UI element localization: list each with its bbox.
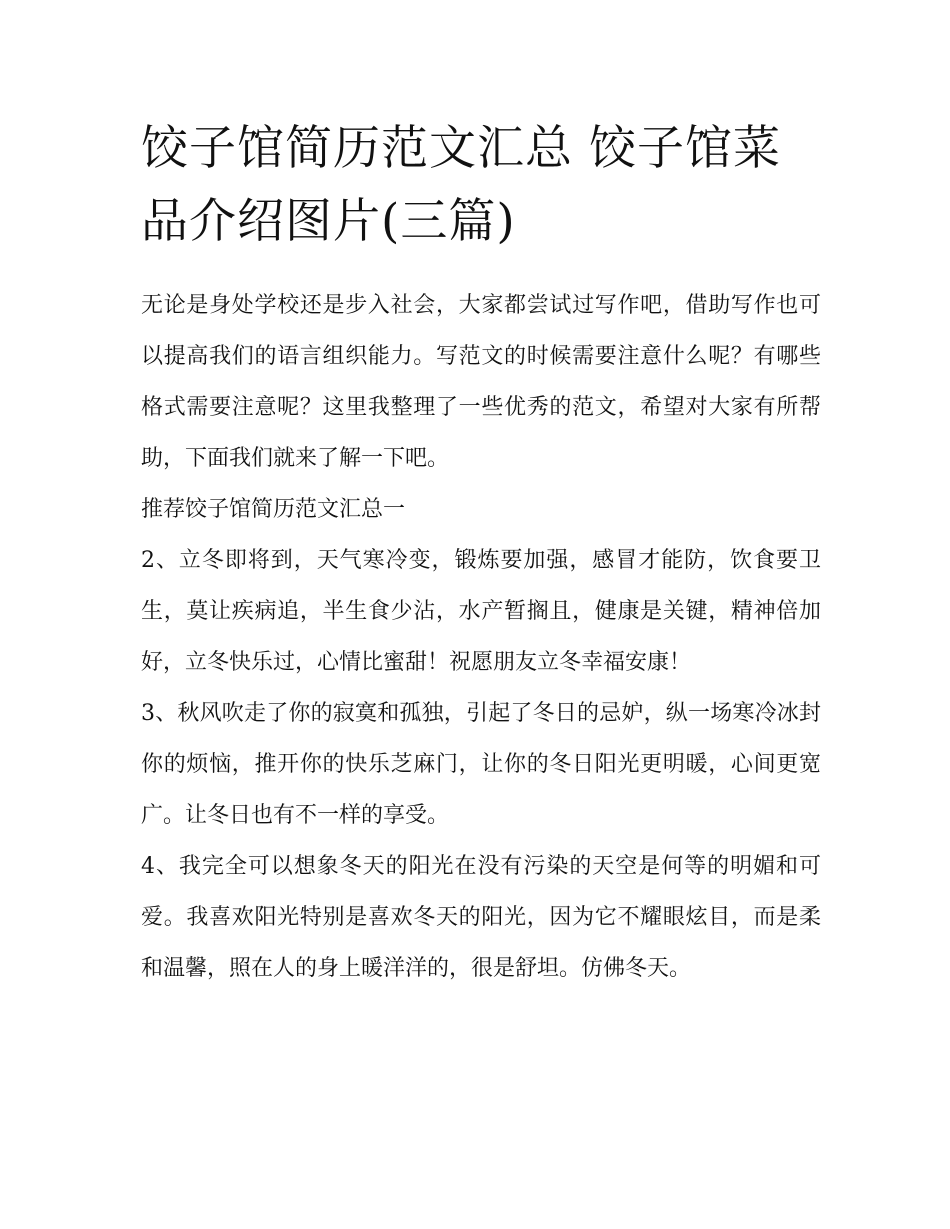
section-heading: 推荐饺子馆简历范文汇总一 xyxy=(141,497,406,522)
document-title: 饺子馆简历范文汇总 饺子馆菜品介绍图片(三篇) xyxy=(141,121,781,249)
document-body xyxy=(141,280,821,994)
paragraph-2: 2、立冬即将到，天气寒冷变，锻炼要加强，感冒才能防，饮食要卫生，莫让疾病追，半生食少沾，水产暂搁且，健康是关键，精神倍加好，立冬快乐过，心情比蜜甜！祝愿朋友立冬幸福安康！ xyxy=(141,548,821,675)
paragraph-3: 3、秋风吹走了你的寂寞和孤独，引起了冬日的忌妒，纵一场寒冷冰封你的烦恼，推开你的快乐芝麻门，让你的冬日阳光更明暖，心间更宽广。让冬日也有不一样的享受。 xyxy=(141,701,821,828)
intro-paragraph: 无论是身处学校还是步入社会，大家都尝试过写作吧，借助写作也可以提高我们的语言组织能力。写范文的时候需要注意什么呢？有哪些格式需要注意呢？这里我整理了一些优秀的范文，希望对大家有所帮助，下面我们就来了解一下吧。 xyxy=(141,293,821,471)
paragraph-4: 4、我完全可以想象冬天的阳光在没有污染的天空是何等的明媚和可爱。我喜欢阳光特别是喜欢冬天的阳光，因为它不耀眼炫目，而是柔和温馨，照在人的身上暖洋洋的，很是舒坦。仿佛冬天。 xyxy=(141,854,821,981)
